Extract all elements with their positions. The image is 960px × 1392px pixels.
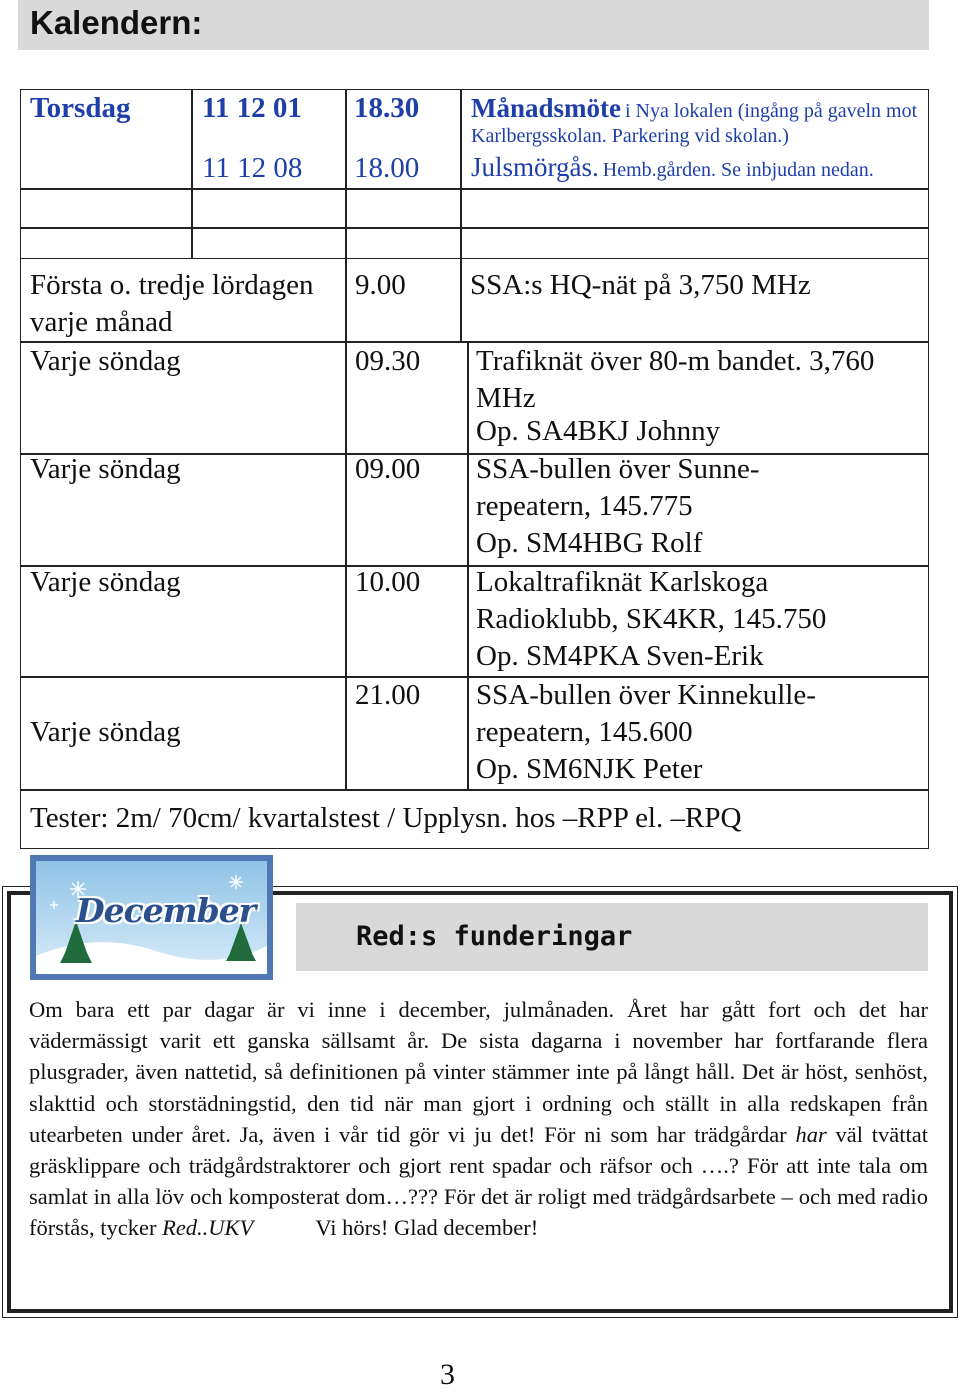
recurring-day-4: Varje söndag [30,566,181,598]
row2-event-title: Julsmörgås. [471,152,599,182]
calendar-table-top [20,89,929,259]
article-closing: Vi hörs! Glad december! [315,1215,539,1241]
row1-event-note: i Nya lokalen (ingång på gaveln mot Karlbergsskolan. Parkering vid skolan.) [471,100,918,147]
row1-event [471,93,921,148]
december-word: December [76,891,256,930]
recurring-day-1: Första o. tredje lördagen varje månad [30,269,314,338]
article-text-2: väl tvättat gräsklippare och trädgårdstraktorer och gjort rent spadar och räfsor och ….? För att inte tala om samlat in alla löv och komposterat dom…??? För det är roligt med trädgårdsarbete – och med radio förstås, tycker [29,1121,929,1241]
row1-event-title: Månadsmöte [471,93,621,123]
article-heading: Red:s funderingar [356,921,633,952]
row2-event [471,152,874,183]
row1-time: 18.30 [354,92,420,124]
recurring-time-3: 09.00 [355,453,421,485]
recurring-text-2: Trafiknät över 80-m bandet. 3,760 MHz [476,345,875,414]
page-number: 3 [440,1358,455,1391]
row2-time: 18.00 [354,152,420,184]
december-image [30,855,273,980]
recurring-text-3: SSA-bullen över Sunne-repeatern, 145.775 [476,453,760,522]
recurring-text-4: Lokaltrafiknät Karlskoga Radioklubb, SK4KR, 145.750 [476,566,827,635]
recurring-time-1: 9.00 [355,269,406,301]
recurring-text-5: SSA-bullen över Kinnekulle-repeatern, 145.600 [476,679,816,748]
section-title: Kalendern: [30,4,203,41]
recurring-day-2: Varje söndag [30,345,181,377]
article-body [29,994,928,1244]
section-header [18,0,929,50]
recurring-time-4: 10.00 [355,566,421,598]
recurring-op-4: Op. SM4PKA Sven-Erik [476,640,764,672]
article-heading-band [296,903,928,971]
recurring-op-5: Op. SM6NJK Peter [476,753,703,785]
row2-date: 11 12 08 [202,152,303,184]
recurring-time-2: 09.30 [355,345,421,377]
recurring-time-5: 21.00 [355,679,421,711]
row2-event-note: Hemb.gården. Se inbjudan nedan. [602,159,874,181]
article-text-1: Om bara ett par dagar är vi inne i december, julmånaden. Året har gått fort och det har vädermässigt varit ett ganska sällsamt år. De sista dagarna i november har fortfarande flera plusgrader, även nattetid, så definitionen på vinter stämmer inte på långt håll. Det är höst, senhöst, slakttid och storstädningstid, den tid när man gjort i ordning och ställt in alla redskapen från utearbeten under året. Ja, även i vår tid gör vi ju det! För ni som har trädgårdar [29,997,928,1147]
row1-date: 11 12 01 [202,92,302,124]
row1-day: Torsdag [30,92,131,124]
article-emphasis-1: har [795,1121,827,1147]
tester-line: Tester: 2m/ 70cm/ kvartalstest / Upplysn. hos –RPP el. –RPQ [30,802,742,834]
recurring-op-2: Op. SA4BKJ Johnny [476,415,721,447]
recurring-text-1: SSA:s HQ-nät på 3,750 MHz [470,269,811,301]
recurring-day-3: Varje söndag [30,453,181,485]
recurring-op-3: Op. SM4HBG Rolf [476,527,703,559]
article-signature: Red..UKV [162,1215,254,1241]
recurring-day-5: Varje söndag [30,716,181,748]
